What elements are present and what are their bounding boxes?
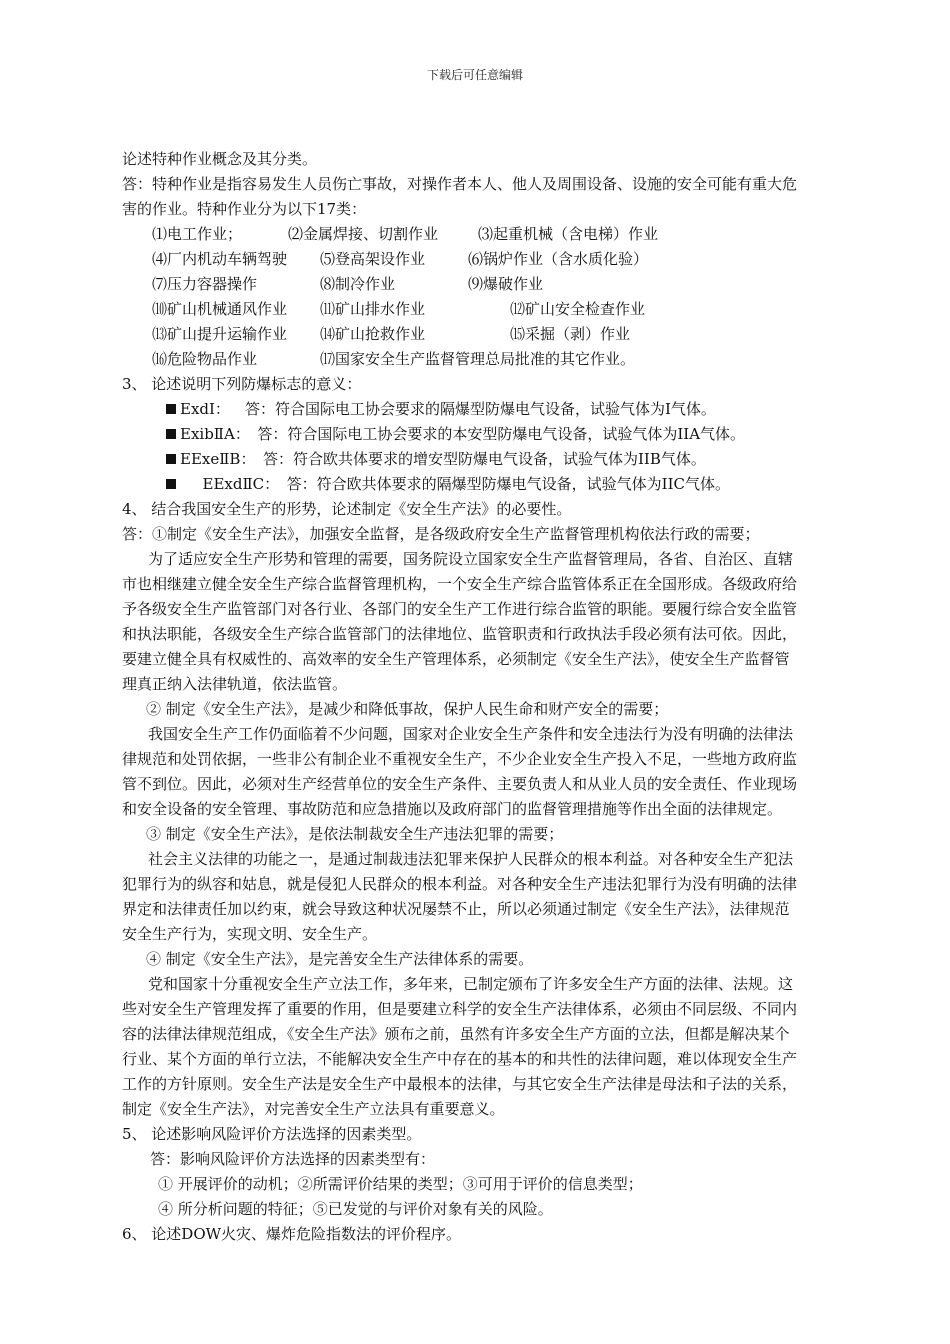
explosion-mark-row bbox=[122, 472, 882, 497]
paragraph-line: 安全生产行为，实现文明、安全生产。 bbox=[122, 925, 378, 943]
mark-meaning: 答：符合欧共体要求的隔爆型防爆电气设备，试验气体为IIC气体。 bbox=[286, 475, 730, 493]
explosion-mark-row bbox=[122, 397, 882, 422]
paragraph-line: 理真正纳入法律轨道，依法监管。 bbox=[122, 675, 348, 693]
category-row bbox=[122, 297, 882, 322]
category-row bbox=[122, 222, 882, 247]
category-item: ⑴电工作业； bbox=[152, 225, 243, 243]
question-6: 6、 论述DOW火灾、爆炸危险指数法的评价程序。 bbox=[122, 1225, 462, 1243]
mark-code: ExdⅠ： bbox=[180, 400, 230, 418]
paragraph-line: 予各级安全生产监管部门对各行业、各部门的安全生产工作进行综合监管的职能。要履行综合安全监管 bbox=[122, 600, 798, 618]
category-item: ⒃危险物品作业 bbox=[152, 350, 258, 368]
paragraph-line: 工作的方针原则。安全生产法是安全生产中最根本的法律，与其它安全生产法律是母法和子法的关系， bbox=[122, 1075, 798, 1093]
question-4: 4、 结合我国安全生产的形势，论述制定《安全生产法》的必要性。 bbox=[122, 500, 572, 518]
paragraph-line: 市也相继建立健全安全生产综合监督管理机构，一个安全生产综合监管体系正在全国形成。各级政府给 bbox=[122, 575, 798, 593]
paragraph-line: 和执法职能，各级安全生产综合监管部门的法律地位、监管职责和行政执法手段必须有法可依。因此， bbox=[122, 625, 798, 643]
paragraph bbox=[122, 972, 882, 1122]
question-intro: 论述特种作业概念及其分类。 bbox=[122, 150, 318, 168]
paragraph-line: 容的法律法律规范组成，《安全生产法》颁布之前，虽然有许多安全生产方面的立法，但都是解决某个 bbox=[122, 1025, 790, 1043]
category-item: ⒂采掘（剥）作业 bbox=[510, 325, 631, 343]
category-row bbox=[122, 247, 882, 272]
answer-intro-line: 答：特种作业是指容易发生人员伤亡事故，对操作者本人、他人及周围设备、设施的安全可能有重大危 bbox=[122, 175, 798, 193]
paragraph-line: 律规范和处罚依据，一些非公有制企业不重视安全生产，不少企业安全生产投入不足，一些地方政府监 bbox=[122, 750, 798, 768]
category-item: ⑼爆破作业 bbox=[468, 275, 544, 293]
category-item: ⑻制冷作业 bbox=[320, 275, 396, 293]
category-item: ⑺压力容器操作 bbox=[152, 275, 258, 293]
mark-code: EExdⅡC： bbox=[202, 475, 280, 493]
category-item: ⑶起重机械（含电梯）作业 bbox=[478, 225, 659, 243]
answer-point: ② 制定《安全生产法》，是减少和降低事故，保护人民生命和财产安全的需要； bbox=[146, 700, 669, 718]
paragraph-line: 行业、某个方面的单行立法，不能解决安全生产中存在的基本的和共性的法律问题，难以体现安全生产 bbox=[122, 1050, 798, 1068]
paragraph-line: 和安全设备的安全管理、事故防范和应急措施以及政府部门的监督管理措施等作出全面的法律规定。 bbox=[122, 800, 783, 818]
paragraph-line: 我国安全生产工作仍面临着不少问题，国家对企业安全生产条件和安全违法行为没有明确的法律法 bbox=[148, 725, 794, 743]
paragraph-line: 管不到位。因此，必须对生产经营单位的安全生产条件、主要负责人和从业人员的安全责任、作业现场 bbox=[122, 775, 798, 793]
answer-point: 答：①制定《安全生产法》，加强安全监督，是各级政府安全生产监督管理机构依法行政的需要； bbox=[122, 525, 760, 543]
category-item: ⑸登高架设作业 bbox=[320, 250, 426, 268]
answer-line: ④ 所分析问题的特征；⑤已发觉的与评价对象有关的风险。 bbox=[158, 1200, 553, 1218]
category-row bbox=[122, 272, 882, 297]
answer-line: 答：影响风险评价方法选择的因素类型有： bbox=[150, 1150, 436, 1168]
document-body bbox=[122, 147, 882, 1247]
answer-intro-line: 害的作业。特种作业分为以下17类： bbox=[122, 200, 367, 218]
mark-code: EExeⅡB： bbox=[180, 450, 256, 468]
paragraph-line: 犯罪行为的纵容和姑息，就是侵犯人民群众的根本利益。对各种安全生产违法犯罪行为没有明确的法律 bbox=[122, 875, 798, 893]
question-3: 3、 论述说明下列防爆标志的意义： bbox=[122, 375, 362, 393]
category-item: ⒄国家安全生产监督管理总局批准的其它作业。 bbox=[320, 350, 636, 368]
mark-meaning: 答：符合欧共体要求的增安型防爆电气设备，试验气体为IIB气体。 bbox=[262, 450, 706, 468]
square-bullet-icon bbox=[166, 404, 176, 414]
category-item: ⑽矿山机械通风作业 bbox=[152, 300, 288, 318]
page-header: 下载后可任意编辑 bbox=[426, 68, 523, 82]
mark-code: ExibⅡA： bbox=[180, 425, 250, 443]
paragraph-line: 些对安全生产管理发挥了重要的作用，但是要建立科学的安全生产法律体系，必须由不同层级、不同内 bbox=[122, 1000, 798, 1018]
paragraph-line: 界定和法律责任加以约束，就会导致这种状况屡禁不止，所以必须通过制定《安全生产法》，法律规范 bbox=[122, 900, 790, 918]
category-item: ⑹锅炉作业（含水质化验） bbox=[468, 250, 649, 268]
paragraph-line: 制定《安全生产法》，对完善安全生产立法具有重要意义。 bbox=[122, 1100, 505, 1118]
paragraph bbox=[122, 847, 882, 947]
paragraph-line: 为了适应安全生产形势和管理的需要，国务院设立国家安全生产监督管理局，各省、自治区、直辖 bbox=[148, 550, 794, 568]
square-bullet-icon bbox=[166, 429, 176, 439]
category-row bbox=[122, 322, 882, 347]
category-item: ⒀矿山提升运输作业 bbox=[152, 325, 288, 343]
paragraph-line: 社会主义法律的功能之一，是通过制裁违法犯罪来保护人民群众的根本利益。对各种安全生产犯法 bbox=[148, 850, 794, 868]
category-row bbox=[122, 347, 882, 372]
paragraph-line: 要建立健全具有权威性的、高效率的安全生产管理体系，必须制定《安全生产法》，使安全生产监督管 bbox=[122, 650, 790, 668]
square-bullet-icon bbox=[166, 454, 176, 464]
paragraph-line: 党和国家十分重视安全生产立法工作，多年来，已制定颁布了许多安全生产方面的法律、法规。这 bbox=[148, 975, 794, 993]
paragraph bbox=[122, 722, 882, 822]
mark-meaning: 答：符合国际电工协会要求的隔爆型防爆电气设备，试验气体为I气体。 bbox=[244, 400, 716, 418]
explosion-mark-row bbox=[122, 447, 882, 472]
category-item: ⑾矿山排水作业 bbox=[320, 300, 426, 318]
mark-meaning: 答：符合国际电工协会要求的本安型防爆电气设备，试验气体为IIA气体。 bbox=[257, 425, 746, 443]
answer-line: ① 开展评价的动机；②所需评价结果的类型；③可用于评价的信息类型； bbox=[158, 1175, 643, 1193]
category-item: ⑷厂内机动车辆驾驶 bbox=[152, 250, 288, 268]
explosion-mark-row bbox=[122, 422, 882, 447]
category-item: ⑿矿山安全检查作业 bbox=[510, 300, 646, 318]
answer-point: ③ 制定《安全生产法》，是依法制裁安全生产违法犯罪的需要； bbox=[146, 825, 564, 843]
square-bullet-icon bbox=[166, 479, 176, 489]
category-item: ⑵金属焊接、切割作业 bbox=[288, 225, 439, 243]
answer-point: ④ 制定《安全生产法》，是完善安全生产法律体系的需要。 bbox=[146, 950, 534, 968]
category-item: ⒁矿山抢救作业 bbox=[320, 325, 426, 343]
paragraph bbox=[122, 547, 882, 697]
question-5: 5、 论述影响风险评价方法选择的因素类型。 bbox=[122, 1125, 422, 1143]
